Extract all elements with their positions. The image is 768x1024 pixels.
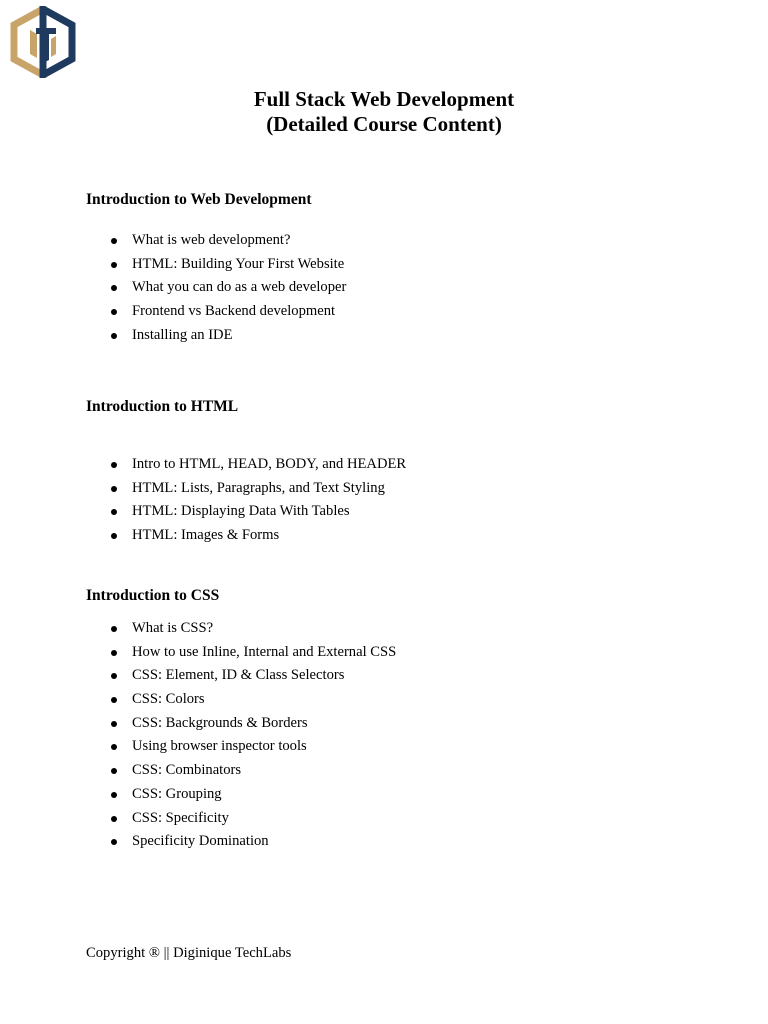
bullet-icon: [111, 333, 117, 339]
document-title: [0, 87, 768, 137]
bullet-icon: [111, 462, 117, 468]
bullet-icon: [111, 262, 117, 268]
title-line-1: Full Stack Web Development: [253, 87, 515, 111]
section-heading-css: Introduction to CSS: [86, 587, 220, 604]
bullet-icon: [111, 792, 117, 798]
bullet-icon: [111, 721, 117, 727]
copyright-footer: Copyright ® || Diginique TechLabs: [86, 945, 292, 961]
bullet-icon: [111, 486, 117, 492]
bullet-icon: [111, 309, 117, 315]
bullet-icon: [111, 816, 117, 822]
bullet-icon: [111, 238, 117, 244]
bullet-icon: [111, 744, 117, 750]
title-line-2: (Detailed Course Content): [266, 112, 502, 136]
section-heading-web-development: Introduction to Web Development: [86, 191, 312, 208]
bullet-icon: [111, 839, 117, 845]
bullet-icon: [111, 768, 117, 774]
bullet-icon: [111, 509, 117, 515]
bullet-icon: [111, 650, 117, 656]
section-heading-html: Introduction to HTML: [86, 398, 239, 415]
bullet-icon: [111, 697, 117, 703]
bullet-icon: [111, 533, 117, 539]
bullet-icon: [111, 673, 117, 679]
bullet-icon: [111, 285, 117, 291]
bullet-icon: [111, 626, 117, 632]
hexagon-dt-logo-icon: [10, 6, 76, 78]
